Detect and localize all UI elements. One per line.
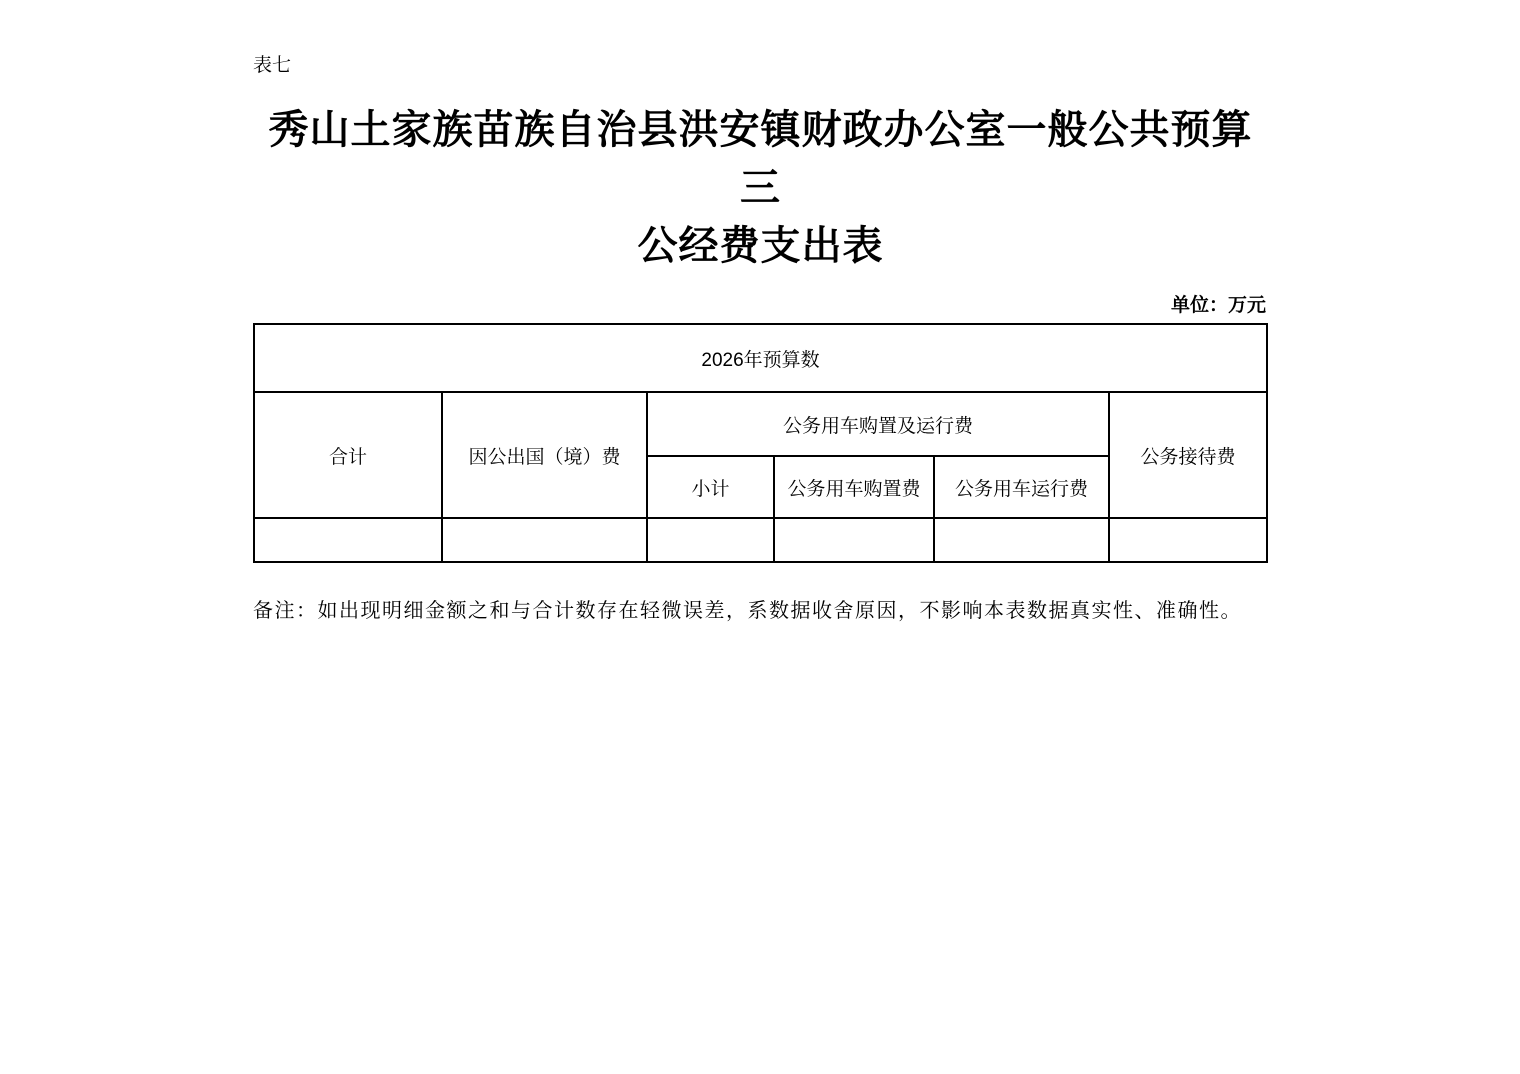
col-header-reception: 公务接待费	[1109, 392, 1267, 518]
col-header-vehicle-operation: 公务用车运行费	[934, 456, 1109, 518]
table-row-group-headers	[254, 392, 1267, 456]
cell-vehicle-subtotal	[647, 518, 774, 562]
header-year: 2026年预算数	[254, 324, 1267, 392]
cell-vehicle-purchase	[774, 518, 934, 562]
table-row	[254, 518, 1267, 562]
col-header-vehicle-subtotal: 小计	[647, 456, 774, 518]
col-header-vehicle-purchase: 公务用车购置费	[774, 456, 934, 518]
page-title	[261, 101, 1261, 275]
cell-abroad	[442, 518, 647, 562]
page-title-line-1: 秀山土家族苗族自治县洪安镇财政办公室一般公共预算三	[268, 107, 1253, 210]
budget-table	[253, 323, 1268, 563]
col-header-total: 合计	[254, 392, 442, 518]
cell-total	[254, 518, 442, 562]
table-row-year	[254, 324, 1267, 392]
cell-reception	[1109, 518, 1267, 562]
cell-vehicle-operation	[934, 518, 1109, 562]
table-number-label: 表七	[253, 55, 292, 76]
col-header-vehicle-group: 公务用车购置及运行费	[647, 392, 1109, 456]
col-header-abroad: 因公出国（境）费	[442, 392, 647, 518]
unit-label: 单位：万元	[1170, 295, 1266, 316]
footnote: 备注：如出现明细金额之和与合计数存在轻微误差，系数据收舍原因，不影响本表数据真实性、准确性。	[253, 600, 1242, 622]
page-title-line-2: 公经费支出表	[637, 223, 884, 268]
document-content	[253, 0, 1268, 623]
